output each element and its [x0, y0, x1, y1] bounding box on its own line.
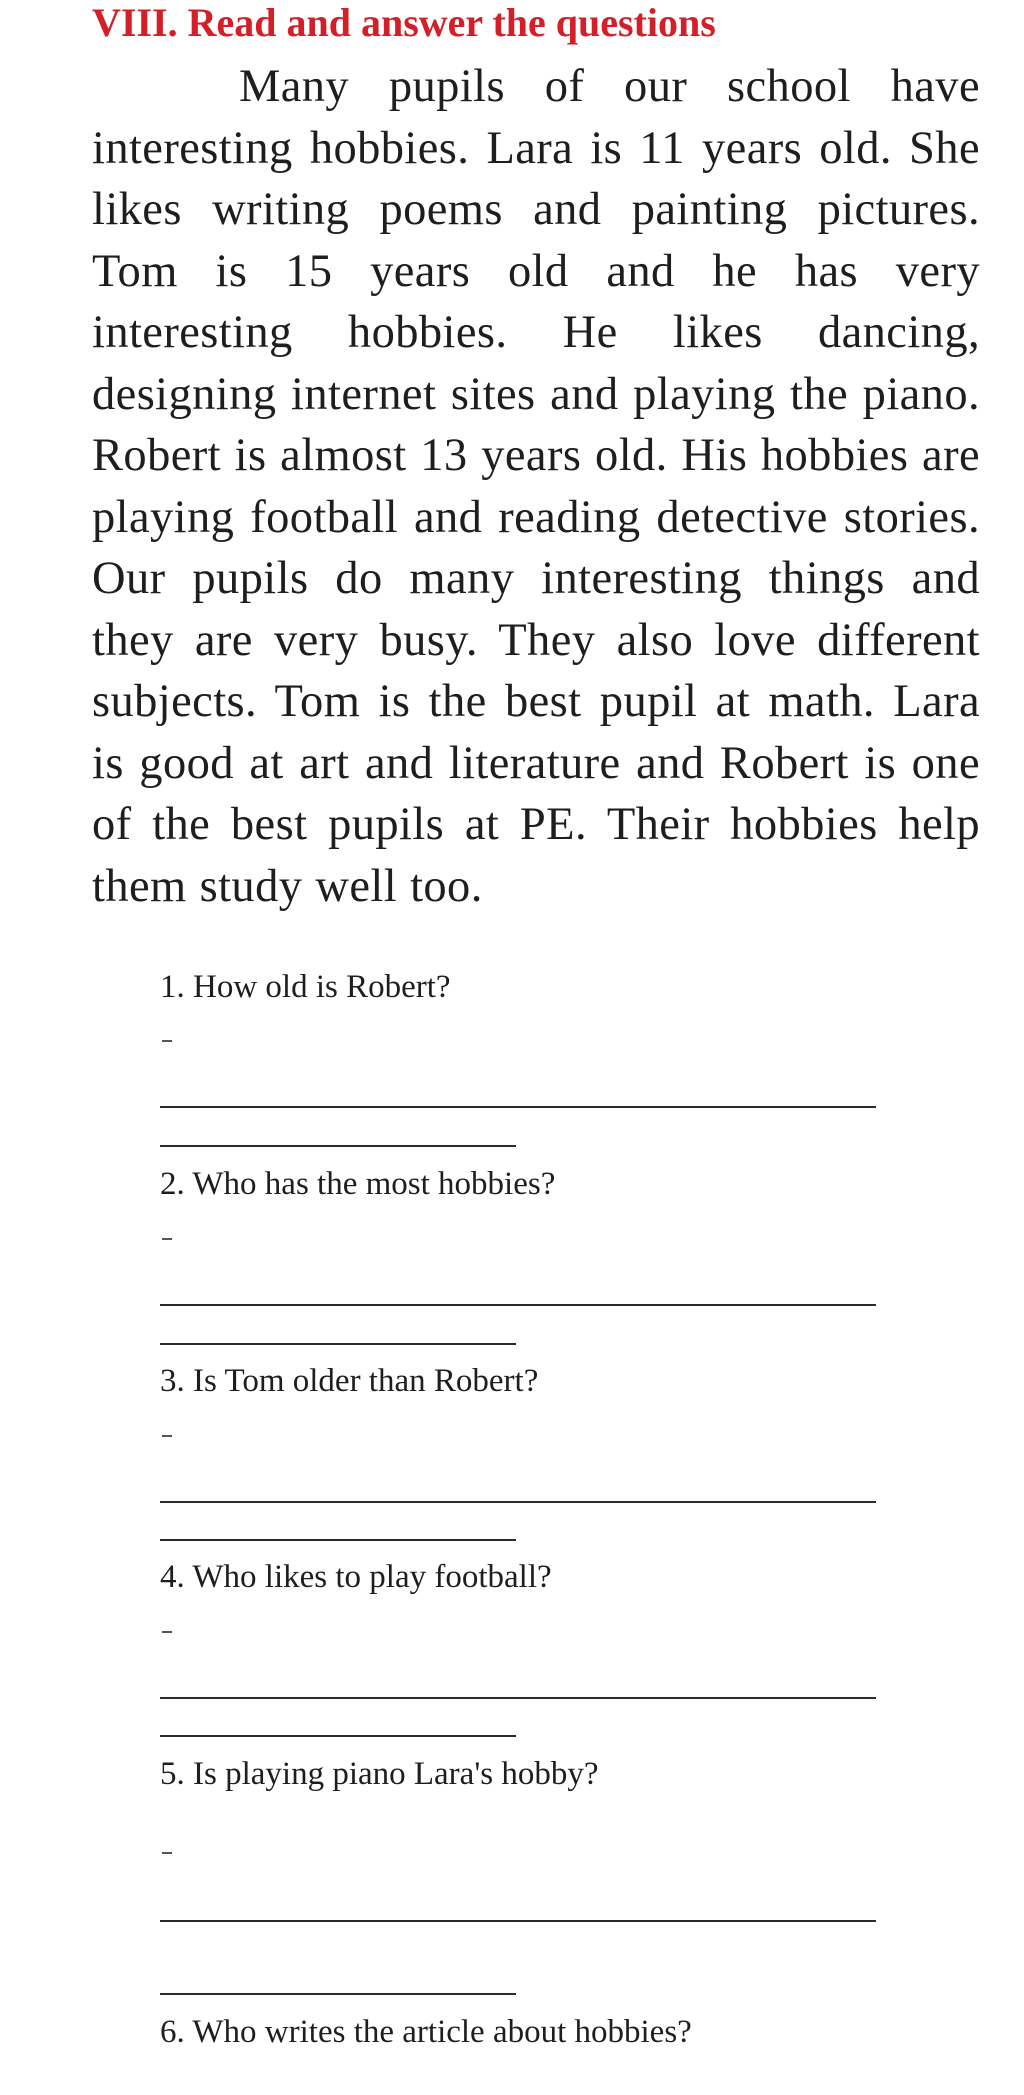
answer-1-dash	[162, 1040, 172, 1042]
answer-1-line-1[interactable]	[160, 1106, 876, 1108]
answer-2-line-1[interactable]	[160, 1304, 876, 1306]
answer-4-line-2[interactable]	[160, 1735, 516, 1737]
answer-5-dash	[162, 1852, 172, 1854]
answer-2-line-2[interactable]	[160, 1343, 516, 1345]
answer-4-dash	[162, 1631, 172, 1633]
answer-3-line-1[interactable]	[160, 1501, 876, 1503]
question-3: 3. Is Tom older than Robert?	[160, 1363, 539, 1399]
question-1: 1. How old is Robert?	[160, 969, 451, 1005]
answer-1-line-2[interactable]	[160, 1145, 516, 1147]
reading-passage: Many pupils of our school have interesting hobbies. Lara is 11 years old. She likes writing poems and painting pictures. Tom is 15 years old and he has very interesting hobbies. He likes dancing, designing internet sites and playing the piano. Robert is almost 13 years old. His hobbies are playing football and reading detective stories. Our pupils do many interesting things and they are very busy. They also love different subjects. Tom is the best pupil at math. Lara is good at art and literature and Robert is one of the best pupils at PE. Their hobbies help them study well too.	[92, 61, 980, 912]
answer-3-line-2[interactable]	[160, 1539, 516, 1541]
question-6: 6. Who writes the article about hobbies?	[160, 2014, 692, 2050]
answer-2-dash	[162, 1238, 172, 1240]
exercise-heading: VIII. Read and answer the questions	[92, 0, 716, 45]
answer-4-line-1[interactable]	[160, 1697, 876, 1699]
answer-5-line-1[interactable]	[160, 1920, 876, 1922]
question-5: 5. Is playing piano Lara's hobby?	[160, 1756, 599, 1792]
question-2: 2. Who has the most hobbies?	[160, 1166, 556, 1202]
question-4: 4. Who likes to play football?	[160, 1559, 552, 1595]
answer-3-dash	[162, 1435, 172, 1437]
answer-5-line-2[interactable]	[160, 1993, 516, 1995]
